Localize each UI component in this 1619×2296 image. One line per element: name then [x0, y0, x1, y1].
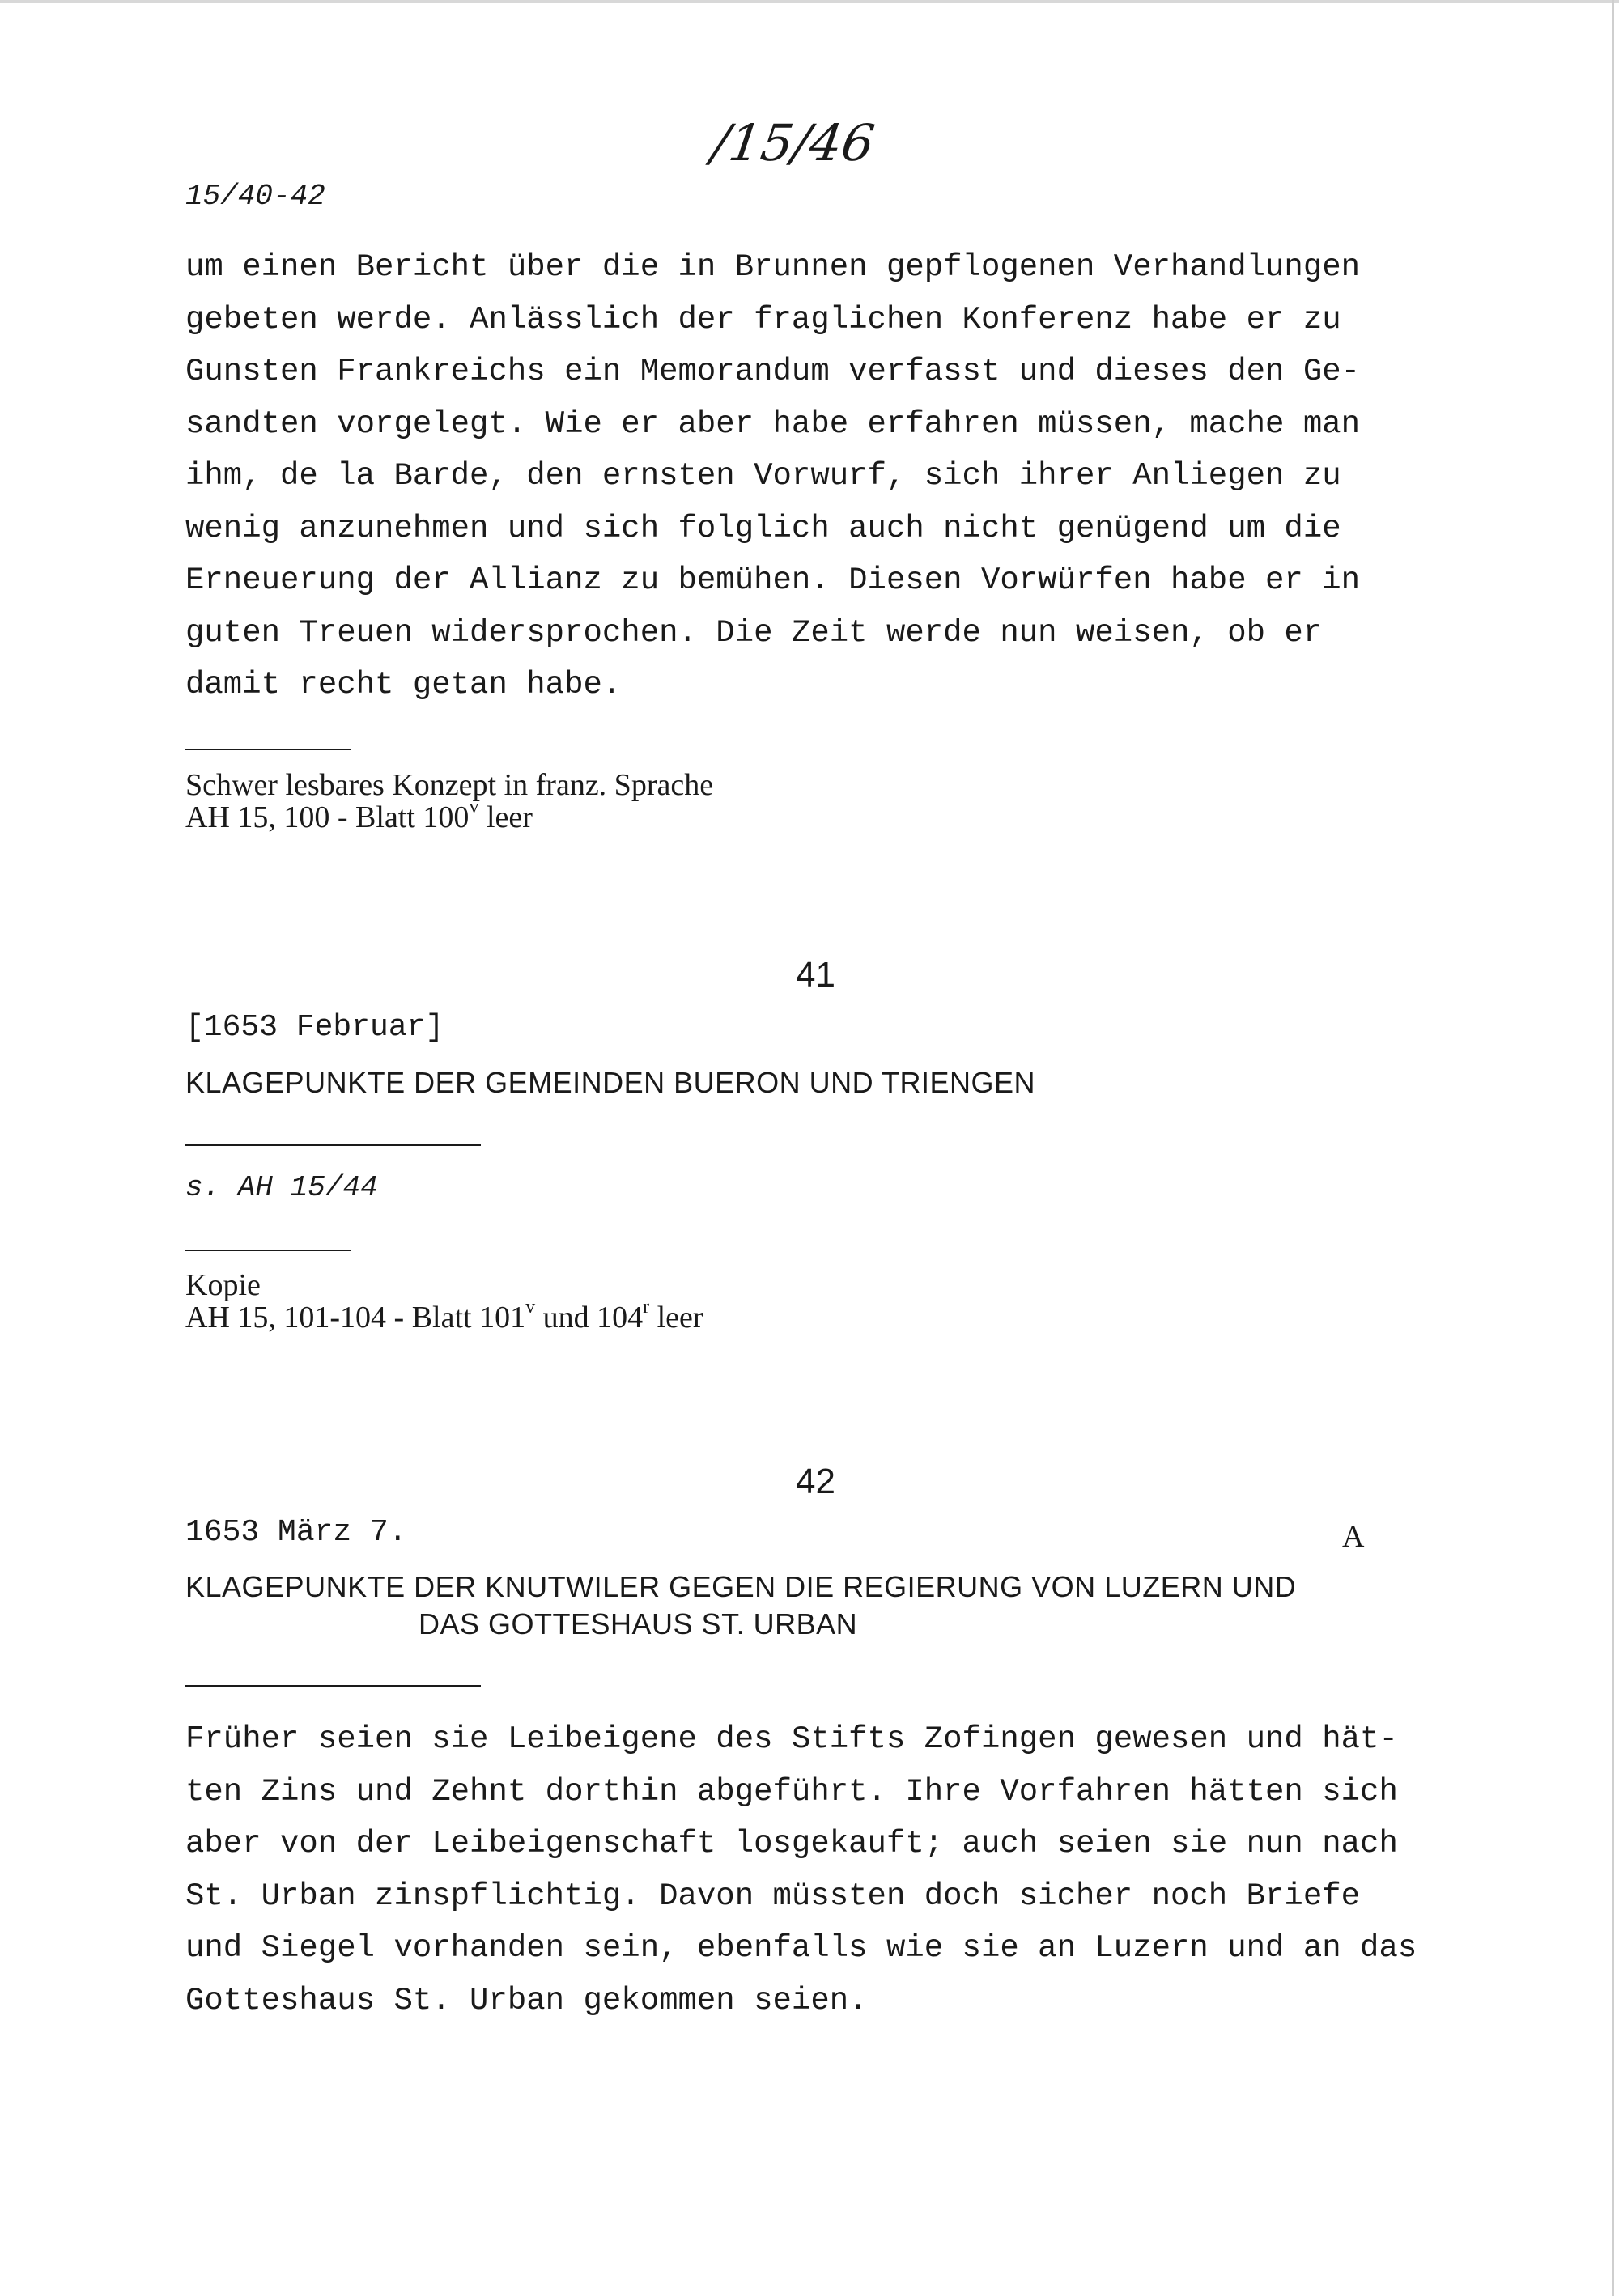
paragraph-line: Früher seien sie Leibeigene des Stifts Zofingen gewesen und hät-: [185, 1721, 1398, 1757]
paragraph-line: gebeten werde. Anlässlich der fraglichen Konferenz habe er zu: [185, 301, 1341, 337]
top-reference: 15/40-42: [185, 180, 325, 213]
source-note-41: [185, 1269, 703, 1334]
source-note-superscript: v: [525, 1297, 536, 1318]
entry-title-line: KLAGEPUNKTE DER KNUTWILER GEGEN DIE REGIERUNG VON LUZERN UND: [185, 1570, 1297, 1603]
source-note-line: Kopie: [185, 1268, 261, 1302]
entry-title-42: [185, 1568, 1296, 1643]
source-note-text: AH 15, 101-104 - Blatt 101: [185, 1301, 526, 1335]
paragraph-continuation: [185, 241, 1360, 711]
paragraph-line: Erneuerung der Allianz zu bemühen. Diesen Vorwürfen habe er in: [185, 562, 1361, 598]
entry-date-41: [1653 Februar]: [185, 1010, 444, 1045]
paragraph-line: ihm, de la Barde, den ernsten Vorwurf, sich ihrer Anliegen zu: [185, 458, 1341, 494]
source-note-text: AH 15, 100 - Blatt 100: [185, 800, 470, 834]
paragraph-line: damit recht getan habe.: [185, 667, 622, 702]
version-marker: A: [1342, 1520, 1365, 1554]
title-divider: [185, 1685, 481, 1687]
paragraph-line: und Siegel vorhanden sein, ebenfalls wie sie an Luzern und an das: [185, 1930, 1417, 1966]
paragraph-line: St. Urban zinspflichtig. Davon müssten doch sicher noch Briefe: [185, 1878, 1361, 1914]
footnote-divider: [185, 749, 351, 750]
paragraph-line: um einen Bericht über die in Brunnen gepflogenen Verhandlungen: [185, 249, 1361, 285]
paragraph-line: Gunsten Frankreichs ein Memorandum verfasst und dieses den Ge-: [185, 354, 1361, 389]
entry-paragraph-42: [185, 1713, 1417, 2027]
title-divider: [185, 1144, 481, 1146]
handwritten-page-number: /15/46: [708, 113, 878, 172]
source-note-text: leer: [478, 800, 533, 834]
paragraph-line: ten Zins und Zehnt dorthin abgeführt. Ihre Vorfahren hätten sich: [185, 1773, 1398, 1810]
source-note-line: [185, 796, 713, 834]
entry-title-41: KLAGEPUNKTE DER GEMEINDEN BUERON UND TRIENGEN: [185, 1066, 1035, 1099]
source-note-text: und 104: [535, 1301, 644, 1335]
entry-number-42: 42: [796, 1462, 835, 1501]
entry-reference-41: s. AH 15/44: [185, 1171, 378, 1204]
paragraph-line: guten Treuen widersprochen. Die Zeit werde nun weisen, ob er: [185, 614, 1323, 651]
source-note-text: leer: [649, 1301, 703, 1335]
source-note-line: [185, 1297, 703, 1335]
entry-title-line: DAS GOTTESHAUS ST. URBAN: [419, 1607, 858, 1640]
scan-top-edge: [0, 0, 1619, 3]
source-note-superscript: r: [643, 1297, 650, 1318]
source-note-superscript: v: [469, 796, 479, 817]
entry-date-42: 1653 März 7.: [185, 1515, 407, 1550]
source-note-line: Schwer lesbares Konzept in franz. Sprache: [185, 768, 714, 802]
source-note-40: [185, 769, 713, 834]
scan-right-edge: [1612, 0, 1614, 2296]
entry-number-41: 41: [796, 955, 835, 995]
paragraph-line: Gotteshaus St. Urban gekommen seien.: [185, 1982, 868, 2018]
paragraph-line: sandten vorgelegt. Wie er aber habe erfahren müssen, mache man: [185, 405, 1361, 442]
footnote-divider: [185, 1250, 351, 1251]
paragraph-line: aber von der Leibeigenschaft losgekauft; auch seien sie nun nach: [185, 1826, 1398, 1861]
paragraph-line: wenig anzunehmen und sich folglich auch nicht genügend um die: [185, 510, 1341, 546]
